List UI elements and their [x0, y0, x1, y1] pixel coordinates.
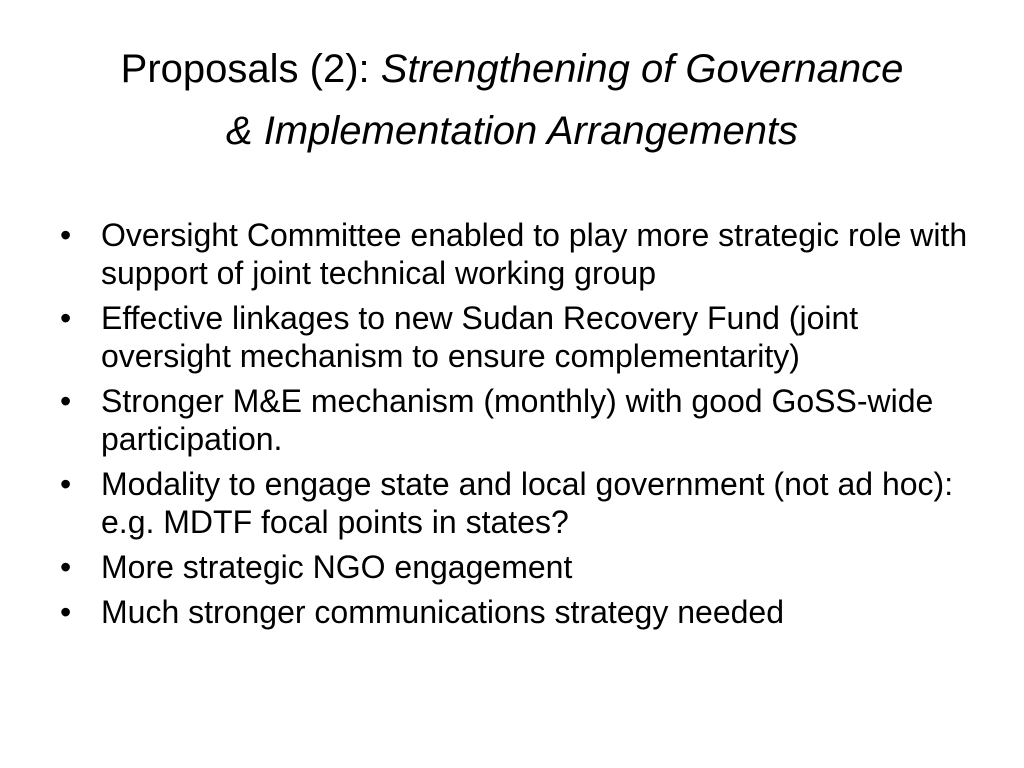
bullet-dot-icon: • [60, 549, 72, 585]
bullet-text: More strategic NGO engagement [101, 549, 573, 585]
bullet-dot-icon: • [60, 466, 72, 502]
bullet-text: Oversight Committee enabled to play more strategic role with support of joint technical working group [101, 217, 968, 291]
title-emphasis-line-2: & Implementation Arrangements [225, 109, 799, 153]
bullet-list [60, 216, 980, 638]
bullet-dot-icon: • [60, 383, 72, 419]
bullet-item [60, 548, 980, 586]
bullet-dot-icon: • [60, 217, 72, 253]
bullet-item [60, 299, 980, 375]
title-prefix: Proposals (2): [120, 47, 381, 91]
bullet-text: Stronger M&E mechanism (monthly) with good GoSS-wide participation. [101, 383, 934, 457]
title-emphasis-line-1: Strengthening of Governance [380, 47, 904, 91]
bullet-text: Much stronger communications strategy needed [101, 594, 785, 630]
bullet-item [60, 465, 980, 541]
bullet-item [60, 216, 980, 292]
slide-title [40, 38, 984, 162]
bullet-text: Effective linkages to new Sudan Recovery Fund (joint oversight mechanism to ensure complementarity) [101, 300, 859, 374]
bullet-dot-icon: • [60, 594, 72, 630]
bullet-dot-icon: • [60, 300, 72, 336]
bullet-text: Modality to engage state and local government (not ad hoc): e.g. MDTF focal points in states? [101, 466, 954, 540]
bullet-item [60, 382, 980, 458]
bullet-item [60, 593, 980, 631]
